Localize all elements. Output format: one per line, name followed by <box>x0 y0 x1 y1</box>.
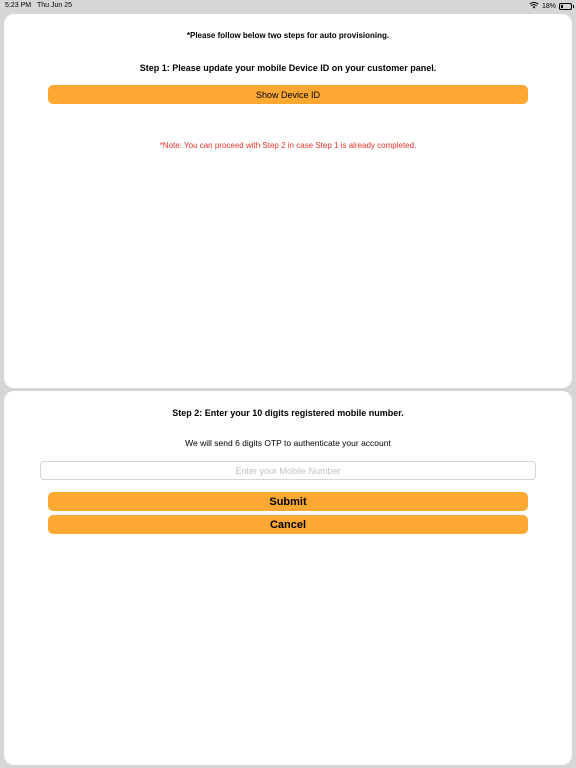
battery-percent: 18% <box>541 2 556 10</box>
step1-panel <box>4 14 572 388</box>
step2-panel <box>4 391 572 765</box>
status-date: Thu Jun 25 <box>37 2 73 9</box>
status-time: 5:23 PM <box>5 2 32 9</box>
otp-info-text: We will send 6 digits OTP to authenticate your account <box>185 438 391 448</box>
battery-fill <box>561 5 563 8</box>
status-bar <box>0 0 576 14</box>
cancel-button[interactable]: Cancel <box>48 515 528 534</box>
mobile-number-input[interactable] <box>40 461 536 480</box>
submit-button[interactable]: Submit <box>48 492 528 511</box>
wifi-icon <box>529 1 539 11</box>
note-text: *Note: You can proceed with Step 2 in case Step 1 is already completed. <box>159 141 417 150</box>
status-indicators <box>529 1 572 11</box>
step2-heading: Step 2: Enter your 10 digits registered mobile number. <box>172 408 404 418</box>
battery-icon <box>559 3 572 10</box>
show-device-id-button[interactable]: Show Device ID <box>48 85 528 104</box>
intro-text: *Please follow below two steps for auto provisioning. <box>186 31 390 40</box>
step1-heading: Step 1: Please update your mobile Device ID on your customer panel. <box>139 63 437 73</box>
